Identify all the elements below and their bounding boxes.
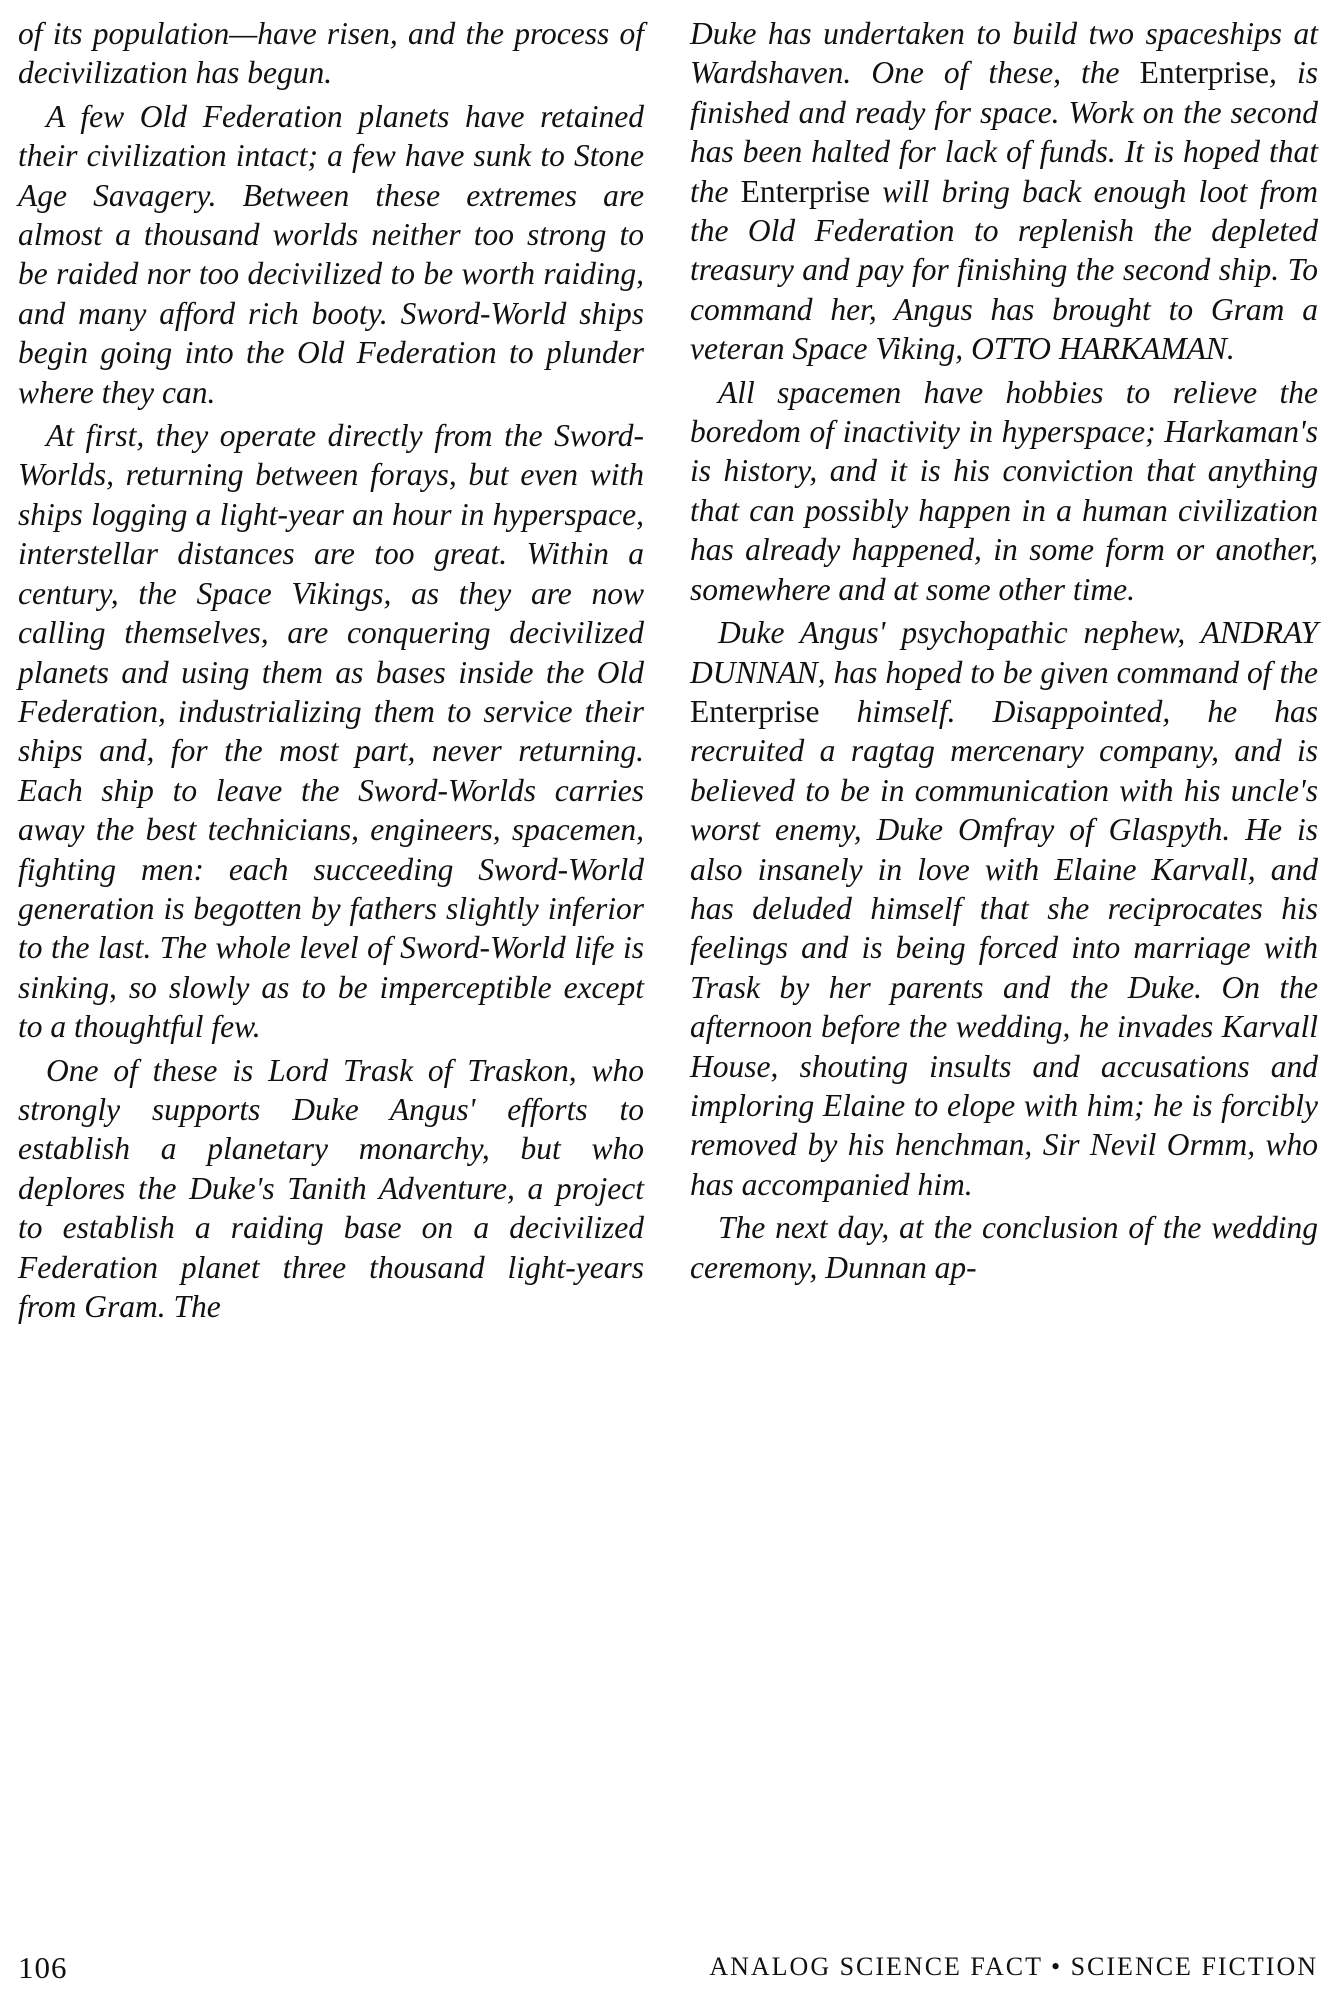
page-footer (18, 1950, 1318, 1990)
paragraph: All spacemen have hobbies to relieve the boredom of inactivity in hyperspace; Harkaman's is history, and it is his conviction that anything that can possibly happen in a human civilization has already happened, in some form or another, somewhere and at some other time. (690, 374, 1318, 607)
ship-name: Enterprise (740, 173, 871, 209)
ship-name: Enterprise (690, 693, 820, 729)
text-run: Duke has undertaken to build two spaceships at Wardshaven. One of these, the (690, 16, 1318, 91)
text-run: . (1226, 331, 1235, 367)
character-name: OTTO HARKAMAN (971, 331, 1227, 367)
paragraph: One of these is Lord Trask of Traskon, who strongly supports Duke Angus' efforts to establish a planetary monarchy, but who deplores the Duke's Tanith Adventure, a project to establish a raiding base on a decivilized Federation planet three thousand light-years from Gram. The (18, 1052, 644, 1324)
text-run: , is finished and ready for space. Work on the second has been halted for lack of funds. It is hoped that the (690, 55, 1318, 209)
paragraph: A few Old Federation planets have retained their civilization intact; a few have sunk to Stone Age Savagery. Between these extremes are almost a thousand worlds neither too strong to be raided nor too decivilized to be worth raiding, and many afford rich booty. Sword-World ships begin going into the Old Federation to plunder where they can. (18, 98, 644, 410)
paragraph (690, 14, 1318, 369)
paragraph: of its population—have risen, and the process of decivilization has begun. (18, 16, 644, 91)
character-name: ANDRAY DUNNAN (690, 615, 1318, 690)
page-number: 106 (18, 1950, 68, 1985)
text-run: Duke Angus' psychopathic nephew, (718, 615, 1201, 651)
text-run: will bring back enough loot from the Old Federation to replenish the depleted treasury and pay for finishing the second ship. To command her, Angus has brought to Gram a veteran Space Viking, (690, 173, 1319, 367)
left-column (18, 14, 644, 1330)
text-run: , has hoped to be given command of the (817, 654, 1318, 690)
paragraph: The next day, at the conclusion of the wedding ceremony, Dunnan ap- (690, 1210, 1318, 1285)
ship-name: Enterprise (1139, 55, 1270, 91)
running-head: ANALOG SCIENCE FACT • SCIENCE FICTION (709, 1952, 1318, 1981)
text-run: himself. Disappointed, he has recruited a ragtag mercenary company, and is believed to be in communication with his uncle's worst enemy, Duke Omfray of Glaspyth. He is also insanely in love with Elaine Karvall, and has deluded himself that she reciprocates his feelings and is being forced into marriage with Trask by her parents and the Duke. On the afternoon before the wedding, he invades Karvall House, shouting insults and accusations and imploring Elaine to elope with him; he is forcibly removed by his henchman, Sir Nevil Ormm, who has accompanied him. (690, 693, 1318, 1202)
right-column (690, 14, 1318, 1291)
paragraph: At first, they operate directly from the Sword-Worlds, returning between forays, but even with ships logging a light-year an hour in hyperspace, interstellar distances are too great. Within a century, the Space Vikings, as they are now calling themselves, are conquering decivilized planets and using them as bases inside the Old Federation, industrializing them to service their ships and, for the most part, never returning. Each ship to leave the Sword-Worlds carries away the best technicians, engineers, spacemen, fighting men: each succeeding Sword-World generation is begotten by fathers slightly inferior to the last. The whole level of Sword-World life is sinking, so slowly as to be imperceptible except to a thoughtful few. (18, 418, 644, 1045)
paragraph (690, 613, 1318, 1204)
